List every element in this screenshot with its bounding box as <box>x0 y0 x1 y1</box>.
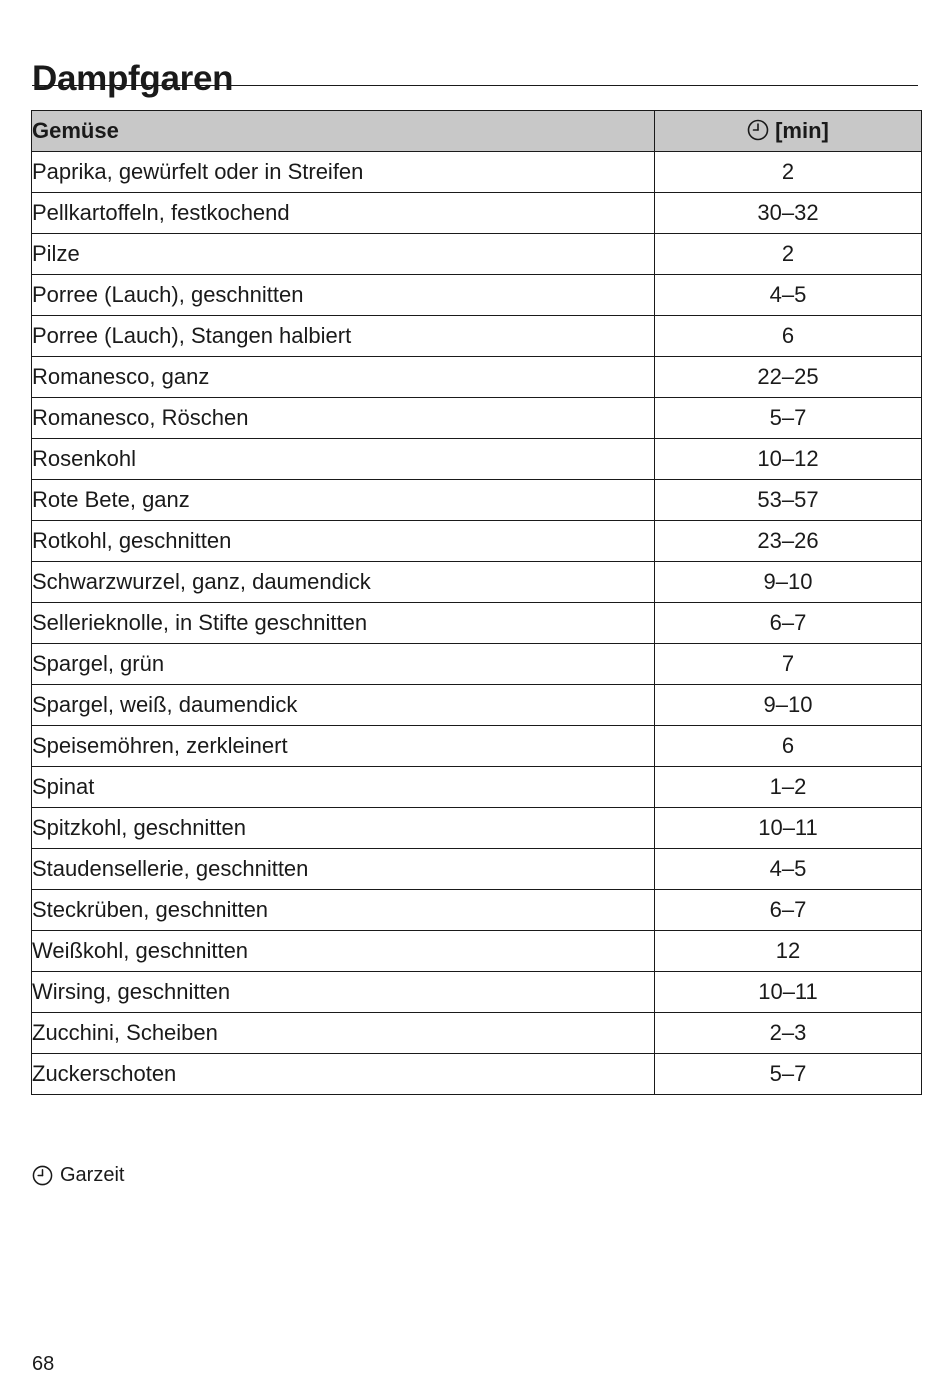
table-row <box>32 890 922 931</box>
vegetable-name-cell: Weißkohl, geschnitten <box>32 931 655 972</box>
cooking-time-cell: 2–3 <box>655 1013 922 1054</box>
clock-icon <box>32 1165 53 1186</box>
vegetable-name-cell: Zucchini, Scheiben <box>32 1013 655 1054</box>
legend <box>32 1161 124 1189</box>
table-row <box>32 1054 922 1095</box>
table-row <box>32 726 922 767</box>
table-row <box>32 767 922 808</box>
table-row <box>32 603 922 644</box>
table-row <box>32 562 922 603</box>
table-row <box>32 480 922 521</box>
page-title: Dampfgaren <box>32 59 234 99</box>
vegetable-name-cell: Steckrüben, geschnitten <box>32 890 655 931</box>
cooking-time-cell: 1–2 <box>655 767 922 808</box>
vegetable-name-cell: Sellerieknolle, in Stifte geschnitten <box>32 603 655 644</box>
table-row <box>32 644 922 685</box>
vegetable-name-cell: Romanesco, Röschen <box>32 398 655 439</box>
cooking-time-table <box>31 110 922 1095</box>
table-row <box>32 972 922 1013</box>
legend-label: Garzeit <box>60 1164 125 1186</box>
title-divider <box>32 85 918 86</box>
cooking-time-cell: 7 <box>655 644 922 685</box>
cooking-time-cell: 30–32 <box>655 193 922 234</box>
table-row <box>32 1013 922 1054</box>
column-header-time <box>655 111 922 152</box>
cooking-time-cell: 12 <box>655 931 922 972</box>
cooking-time-cell: 53–57 <box>655 480 922 521</box>
table-row <box>32 275 922 316</box>
table-row <box>32 234 922 275</box>
vegetable-name-cell: Porree (Lauch), geschnitten <box>32 275 655 316</box>
table-row <box>32 398 922 439</box>
table-row <box>32 316 922 357</box>
table-row <box>32 439 922 480</box>
clock-icon <box>747 119 769 141</box>
cooking-time-cell: 6 <box>655 316 922 357</box>
table-row <box>32 849 922 890</box>
vegetable-name-cell: Rotkohl, geschnitten <box>32 521 655 562</box>
table-body <box>32 152 922 1095</box>
vegetable-name-cell: Rosenkohl <box>32 439 655 480</box>
table-row <box>32 808 922 849</box>
vegetable-name-cell: Paprika, gewürfelt oder in Streifen <box>32 152 655 193</box>
cooking-time-cell: 4–5 <box>655 275 922 316</box>
cooking-time-cell: 23–26 <box>655 521 922 562</box>
vegetable-name-cell: Rote Bete, ganz <box>32 480 655 521</box>
vegetable-name-cell: Zuckerschoten <box>32 1054 655 1095</box>
cooking-time-cell: 4–5 <box>655 849 922 890</box>
vegetable-name-cell: Staudensellerie, geschnitten <box>32 849 655 890</box>
vegetable-name-cell: Porree (Lauch), Stangen halbiert <box>32 316 655 357</box>
cooking-time-cell: 9–10 <box>655 685 922 726</box>
cooking-time-cell: 2 <box>655 152 922 193</box>
vegetable-name-cell: Spinat <box>32 767 655 808</box>
vegetable-name-cell: Pilze <box>32 234 655 275</box>
vegetable-name-cell: Wirsing, geschnitten <box>32 972 655 1013</box>
cooking-time-cell: 9–10 <box>655 562 922 603</box>
vegetable-name-cell: Schwarzwurzel, ganz, daumendick <box>32 562 655 603</box>
table-row <box>32 931 922 972</box>
vegetable-name-cell: Spargel, grün <box>32 644 655 685</box>
cooking-time-cell: 10–11 <box>655 972 922 1013</box>
vegetable-name-cell: Pellkartoffeln, festkochend <box>32 193 655 234</box>
cooking-time-cell: 6–7 <box>655 890 922 931</box>
table-row <box>32 521 922 562</box>
cooking-time-cell: 5–7 <box>655 1054 922 1095</box>
vegetable-name-cell: Romanesco, ganz <box>32 357 655 398</box>
cooking-time-cell: 6–7 <box>655 603 922 644</box>
time-unit-label: [min] <box>775 118 829 143</box>
vegetable-name-cell: Spargel, weiß, daumendick <box>32 685 655 726</box>
table-row <box>32 193 922 234</box>
table-row <box>32 685 922 726</box>
page-number: 68 <box>32 1353 55 1375</box>
cooking-time-cell: 5–7 <box>655 398 922 439</box>
column-header-vegetable: Gemüse <box>32 111 655 152</box>
cooking-time-cell: 22–25 <box>655 357 922 398</box>
table-header-row <box>32 111 922 152</box>
vegetable-name-cell: Spitzkohl, geschnitten <box>32 808 655 849</box>
vegetable-name-cell: Speisemöhren, zerkleinert <box>32 726 655 767</box>
cooking-time-cell: 10–11 <box>655 808 922 849</box>
table-row <box>32 357 922 398</box>
cooking-time-cell: 10–12 <box>655 439 922 480</box>
table-row <box>32 152 922 193</box>
cooking-time-cell: 2 <box>655 234 922 275</box>
cooking-time-cell: 6 <box>655 726 922 767</box>
